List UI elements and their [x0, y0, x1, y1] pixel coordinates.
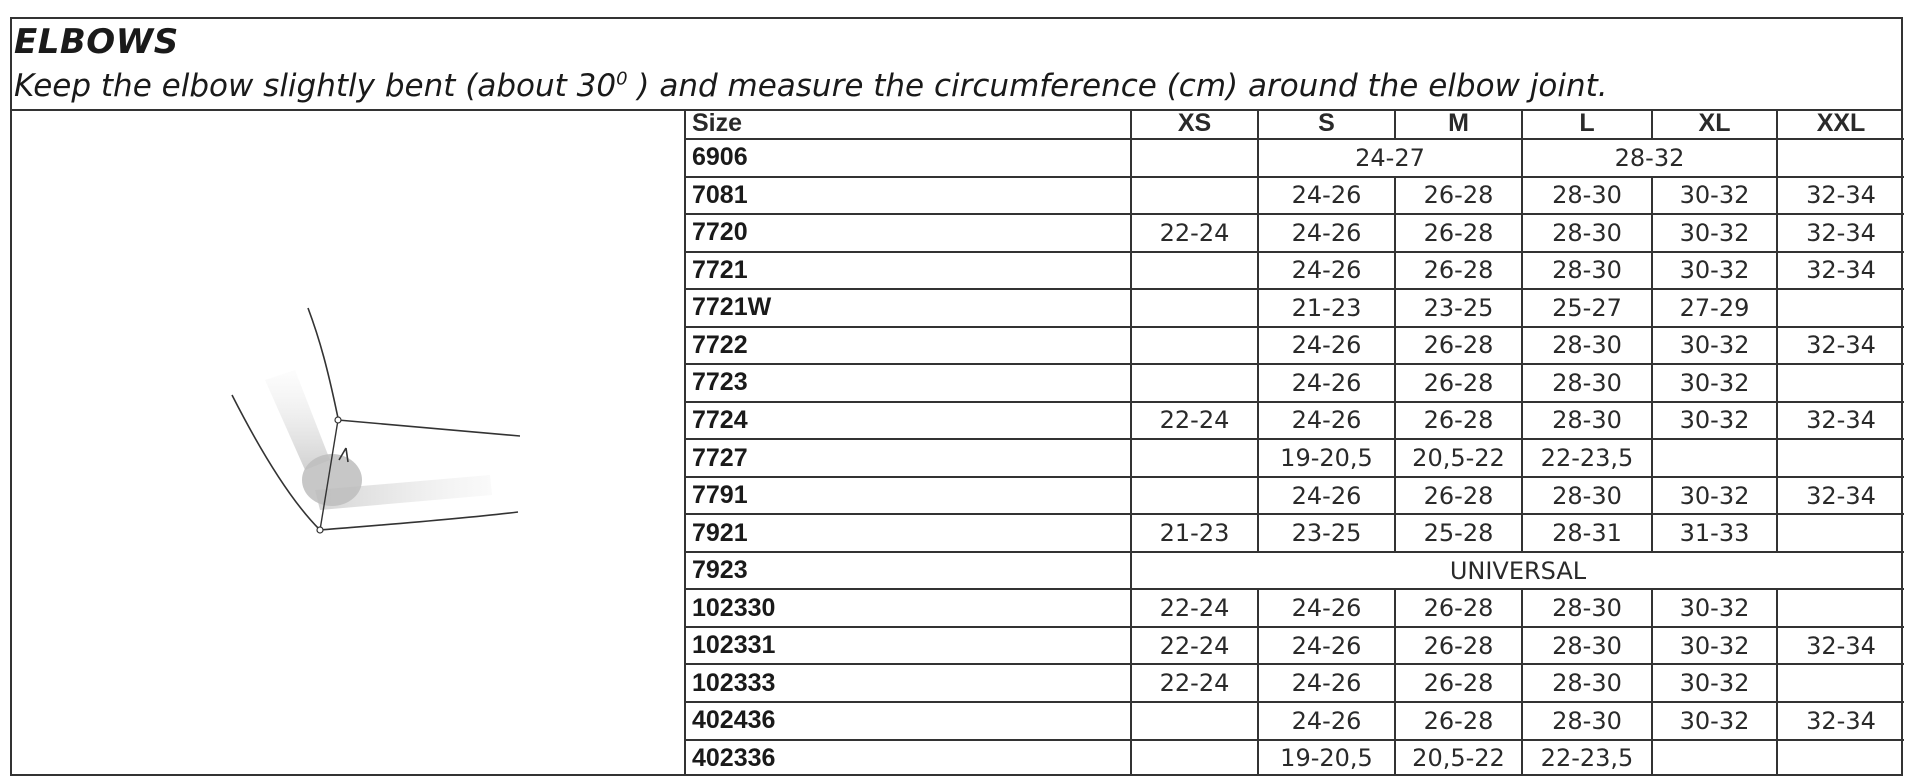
table-row	[685, 289, 1904, 327]
size-range-cell	[1652, 439, 1777, 477]
header-l: L	[1522, 109, 1652, 139]
size-range-cell: 24-26	[1258, 364, 1395, 402]
table-body	[685, 139, 1904, 776]
size-range-cell: 32-34	[1777, 252, 1904, 290]
size-range-cell: 26-28	[1395, 589, 1522, 627]
table-row	[685, 402, 1904, 440]
forearm-outline-bottom	[320, 512, 518, 530]
size-range-cell: 23-25	[1258, 514, 1395, 552]
size-range-cell: 26-28	[1395, 177, 1522, 215]
header-m: M	[1395, 109, 1522, 139]
header-xxl: XXL	[1777, 109, 1904, 139]
size-range-cell: 32-34	[1777, 702, 1904, 740]
table-row	[685, 139, 1904, 177]
table-row	[685, 327, 1904, 365]
table-row	[685, 214, 1904, 252]
size-range-cell: 24-26	[1258, 627, 1395, 665]
size-range-cell: 27-29	[1652, 289, 1777, 327]
size-range-cell: 32-34	[1777, 402, 1904, 440]
product-code: 7723	[685, 364, 1131, 402]
size-range-cell: 25-27	[1522, 289, 1652, 327]
product-code: 6906	[685, 139, 1131, 177]
size-range-cell: 26-28	[1395, 702, 1522, 740]
size-range-cell	[1131, 364, 1258, 402]
size-range-cell: 28-30	[1522, 664, 1652, 702]
size-range-cell: 28-30	[1522, 327, 1652, 365]
size-range-cell: 19-20,5	[1258, 439, 1395, 477]
product-code: 7923	[685, 552, 1131, 590]
size-range-cell: 30-32	[1652, 214, 1777, 252]
size-range-cell: 24-26	[1258, 252, 1395, 290]
measurement-instruction	[14, 68, 1608, 104]
table-row	[685, 589, 1904, 627]
size-range-cell	[1777, 439, 1904, 477]
size-range-cell: 28-30	[1522, 214, 1652, 252]
size-range-cell: 22-24	[1131, 664, 1258, 702]
size-range-cell: 30-32	[1652, 177, 1777, 215]
size-range-cell: 28-30	[1522, 589, 1652, 627]
size-range-cell: 26-28	[1395, 364, 1522, 402]
size-chart-table	[684, 109, 1904, 776]
elbow-joint	[302, 454, 362, 506]
size-range-cell	[1777, 740, 1904, 777]
size-range-cell: 30-32	[1652, 402, 1777, 440]
size-range-cell: 28-30	[1522, 177, 1652, 215]
product-code: 7721W	[685, 289, 1131, 327]
size-range-cell: 32-34	[1777, 477, 1904, 515]
size-range-cell: 26-28	[1395, 214, 1522, 252]
upper-arm-bone	[265, 370, 330, 470]
size-range-cell: 22-23,5	[1522, 740, 1652, 777]
table-row	[685, 514, 1904, 552]
size-range-cell: 31-33	[1652, 514, 1777, 552]
size-range-cell: 26-28	[1395, 664, 1522, 702]
product-code: 102331	[685, 627, 1131, 665]
size-range-cell: 30-32	[1652, 589, 1777, 627]
size-range-cell	[1652, 740, 1777, 777]
size-range-cell	[1131, 177, 1258, 215]
size-range-cell: 32-34	[1777, 177, 1904, 215]
table-row	[685, 252, 1904, 290]
product-code: 402336	[685, 740, 1131, 777]
size-range-cell	[1777, 589, 1904, 627]
size-range-cell: 23-25	[1395, 289, 1522, 327]
size-range-cell: 28-30	[1522, 702, 1652, 740]
size-range-cell: 30-32	[1652, 627, 1777, 665]
size-range-cell: 26-28	[1395, 402, 1522, 440]
table-row	[685, 627, 1904, 665]
measurement-point-top	[335, 417, 341, 423]
size-range-cell: 24-26	[1258, 664, 1395, 702]
size-range-cell: 28-30	[1522, 477, 1652, 515]
size-range-cell: 22-24	[1131, 214, 1258, 252]
arm-outline-upper	[308, 308, 338, 418]
product-code: 402436	[685, 702, 1131, 740]
size-range-cell	[1777, 364, 1904, 402]
page-title: ELBOWS	[14, 22, 179, 62]
size-range-cell: 24-26	[1258, 402, 1395, 440]
measurement-point-bottom	[317, 527, 323, 533]
size-range-cell: 24-26	[1258, 214, 1395, 252]
table-row	[685, 439, 1904, 477]
size-range-cell: 30-32	[1652, 477, 1777, 515]
product-code: 7921	[685, 514, 1131, 552]
size-range-cell: 28-31	[1522, 514, 1652, 552]
table-row	[685, 477, 1904, 515]
size-range-cell	[1131, 252, 1258, 290]
size-range-cell: 32-34	[1777, 214, 1904, 252]
header-xs: XS	[1131, 109, 1258, 139]
header-s: S	[1258, 109, 1395, 139]
size-range-cell: 22-23,5	[1522, 439, 1652, 477]
size-range-cell: 30-32	[1652, 702, 1777, 740]
size-range-cell	[1131, 327, 1258, 365]
size-range-cell: 32-34	[1777, 627, 1904, 665]
size-range-cell: 30-32	[1652, 664, 1777, 702]
elbow-measurement-illustration	[220, 300, 520, 540]
product-code: 102330	[685, 589, 1131, 627]
size-range-cell	[1131, 289, 1258, 327]
table-row	[685, 740, 1904, 777]
size-range-cell: 22-24	[1131, 627, 1258, 665]
size-range-cell	[1777, 514, 1904, 552]
size-range-cell: 28-30	[1522, 364, 1652, 402]
size-range-cell: 22-24	[1131, 589, 1258, 627]
product-code: 102333	[685, 664, 1131, 702]
product-code: 7081	[685, 177, 1131, 215]
size-range-cell	[1131, 740, 1258, 777]
size-range-cell: 26-28	[1395, 327, 1522, 365]
size-range-cell: 28-32	[1522, 139, 1777, 177]
product-code: 7724	[685, 402, 1131, 440]
header-xl: XL	[1652, 109, 1777, 139]
product-code: 7720	[685, 214, 1131, 252]
size-range-cell: 26-28	[1395, 477, 1522, 515]
size-range-cell	[1131, 477, 1258, 515]
header-size: Size	[685, 109, 1131, 139]
table-row	[685, 664, 1904, 702]
table-row	[685, 702, 1904, 740]
size-range-cell: 30-32	[1652, 364, 1777, 402]
size-range-cell: 24-26	[1258, 177, 1395, 215]
size-range-cell: 28-30	[1522, 252, 1652, 290]
size-range-cell: 28-30	[1522, 402, 1652, 440]
size-range-cell	[1777, 289, 1904, 327]
size-range-cell: 32-34	[1777, 327, 1904, 365]
product-code: 7722	[685, 327, 1131, 365]
size-range-cell: 21-23	[1131, 514, 1258, 552]
degree-superscript: 0	[616, 68, 628, 90]
size-range-cell: 30-32	[1652, 327, 1777, 365]
size-range-cell	[1131, 702, 1258, 740]
size-range-cell: 24-26	[1258, 327, 1395, 365]
size-range-cell: 25-28	[1395, 514, 1522, 552]
instruction-text-start: Keep the elbow slightly bent (about 30	[14, 68, 617, 104]
size-range-cell: 26-28	[1395, 252, 1522, 290]
size-range-cell: 24-26	[1258, 477, 1395, 515]
table-row	[685, 364, 1904, 402]
instruction-text-end: ) and measure the circumference (cm) around the elbow joint.	[627, 68, 1608, 104]
size-range-cell: 30-32	[1652, 252, 1777, 290]
size-range-cell: 28-30	[1522, 627, 1652, 665]
size-range-cell: UNIVERSAL	[1131, 552, 1904, 590]
size-range-cell: 21-23	[1258, 289, 1395, 327]
size-range-cell: 20,5-22	[1395, 439, 1522, 477]
size-range-cell: 24-26	[1258, 589, 1395, 627]
size-range-cell: 24-27	[1258, 139, 1522, 177]
product-code: 7727	[685, 439, 1131, 477]
size-range-cell: 19-20,5	[1258, 740, 1395, 777]
size-range-cell	[1131, 139, 1258, 177]
size-range-cell: 20,5-22	[1395, 740, 1522, 777]
size-range-cell	[1777, 139, 1904, 177]
size-range-cell	[1777, 664, 1904, 702]
product-code: 7791	[685, 477, 1131, 515]
forearm-outline-top	[338, 420, 520, 436]
size-range-cell: 24-26	[1258, 702, 1395, 740]
table-header-row	[685, 109, 1904, 139]
product-code: 7721	[685, 252, 1131, 290]
size-range-cell: 22-24	[1131, 402, 1258, 440]
table-row	[685, 177, 1904, 215]
size-range-cell: 26-28	[1395, 627, 1522, 665]
table-row	[685, 552, 1904, 590]
size-range-cell	[1131, 439, 1258, 477]
